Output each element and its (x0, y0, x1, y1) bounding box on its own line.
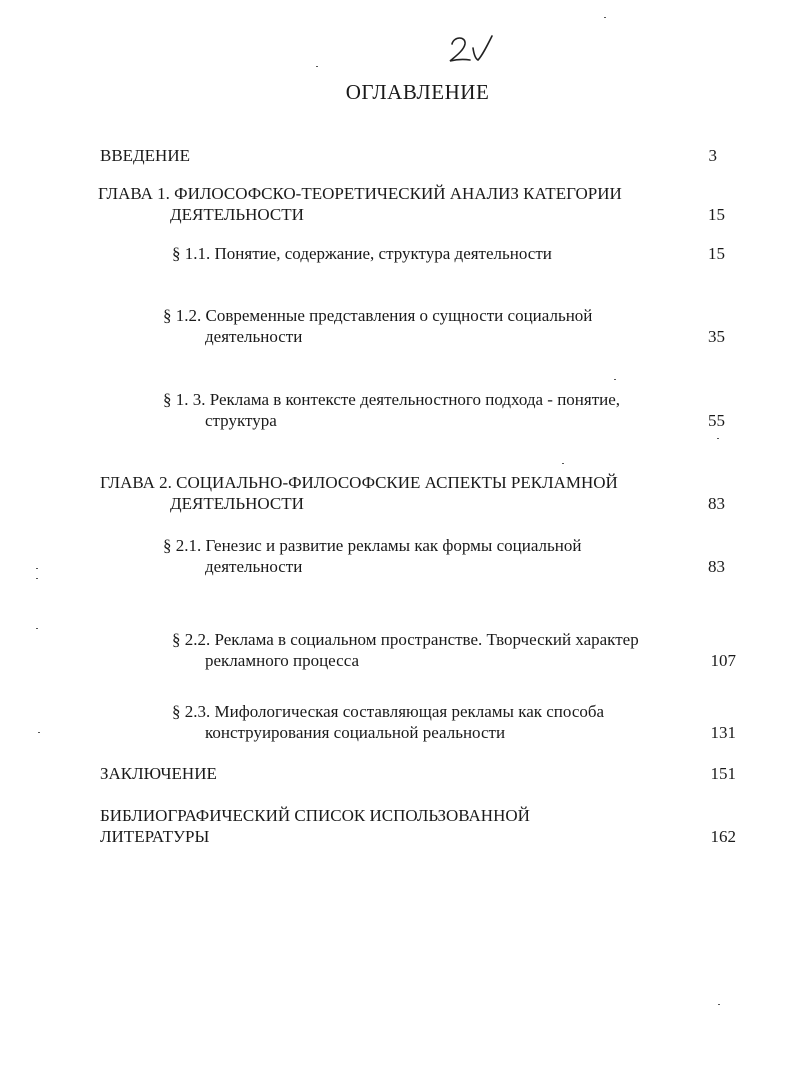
scan-speck (38, 732, 40, 733)
toc-page-chapter-2: 83 (708, 494, 725, 513)
toc-page-introduction: 3 (708, 146, 717, 165)
toc-entry-chapter-2-cont: ДЕЯТЕЛЬНОСТИ (170, 494, 304, 513)
scan-speck (717, 438, 719, 439)
scan-speck (562, 463, 564, 464)
page-title: ОГЛАВЛЕНИЕ (345, 80, 490, 104)
toc-entry-section-2-2: § 2.2. Реклама в социальном пространстве. Творческий характер (172, 630, 639, 649)
toc-entry-section-1-3-cont: структура (205, 411, 277, 430)
toc-entry-section-1-3: § 1. 3. Реклама в контексте деятельностного подхода - понятие, (163, 390, 621, 409)
toc-page-section-2-3: 131 (710, 723, 736, 742)
toc-entry-section-1-2: § 1.2. Современные представления о сущности социальной (163, 306, 593, 325)
scan-speck (614, 379, 616, 380)
toc-entry-section-2-3: § 2.3. Мифологическая составляющая рекламы как способа (172, 702, 605, 721)
toc-entry-section-2-3-cont: конструирования социальной реальности (205, 723, 506, 742)
toc-page-section-1-1: 15 (708, 244, 725, 263)
toc-entry-conclusion: ЗАКЛЮЧЕНИЕ (100, 764, 217, 783)
toc-entry-section-2-1-cont: деятельности (205, 557, 303, 576)
toc-page-section-1-3: 55 (708, 411, 725, 430)
toc-page-conclusion: 151 (710, 764, 736, 783)
toc-page-bibliography: 162 (710, 827, 736, 846)
toc-entry-section-2-2-cont: рекламного процесса (205, 651, 359, 670)
toc-entry-chapter-1: ГЛАВА 1. ФИЛОСОФСКО-ТЕОРЕТИЧЕСКИЙ АНАЛИЗ КАТЕГОРИИ (98, 184, 622, 203)
toc-entry-chapter-2: ГЛАВА 2. СОЦИАЛЬНО-ФИЛОСОФСКИЕ АСПЕКТЫ РЕКЛАМНОЙ (100, 473, 618, 492)
scan-speck (316, 66, 318, 67)
toc-page-section-2-1: 83 (708, 557, 725, 576)
scan-speck (604, 17, 606, 18)
toc-entry-introduction: ВВЕДЕНИЕ (100, 146, 190, 165)
toc-entry-section-2-1: § 2.1. Генезис и развитие рекламы как формы социальной (163, 536, 582, 555)
toc-page-section-1-2: 35 (708, 327, 725, 346)
toc-entry-bibliography-cont: ЛИТЕРАТУРЫ (100, 827, 210, 846)
toc-entry-section-1-1: § 1.1. Понятие, содержание, структура деятельности (172, 244, 552, 263)
toc-entry-bibliography: БИБЛИОГРАФИЧЕСКИЙ СПИСОК ИСПОЛЬЗОВАННОЙ (100, 806, 530, 825)
scan-speck (36, 578, 38, 579)
scan-speck (36, 628, 38, 629)
handwritten-page-number (440, 28, 500, 68)
toc-page-chapter-1: 15 (708, 205, 725, 224)
page-marker-text: 2 (440, 28, 441, 29)
scan-speck (718, 1004, 720, 1005)
toc-entry-section-1-2-cont: деятельности (205, 327, 303, 346)
toc-page-section-2-2: 107 (710, 651, 736, 670)
toc-entry-chapter-1-cont: ДЕЯТЕЛЬНОСТИ (170, 205, 304, 224)
scan-speck (36, 568, 38, 569)
